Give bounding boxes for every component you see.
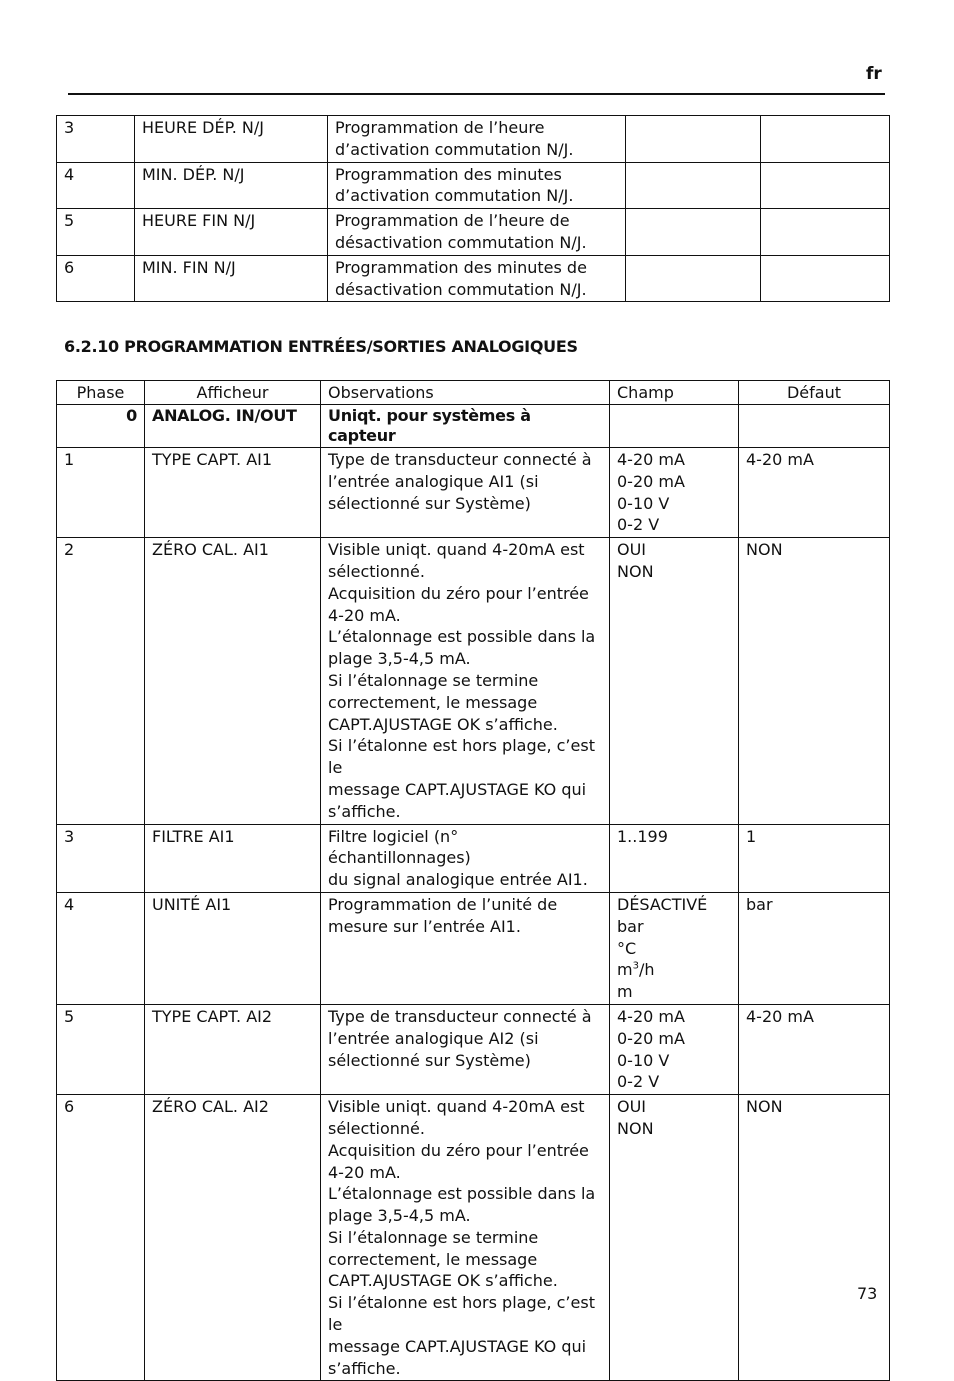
observations-cell-line: Si l’étalonne est hors plage, c’est le: [328, 1293, 595, 1335]
defaut-cell: [761, 116, 890, 163]
observations-cell-line: Visible uniqt. quand 4-20mA est: [328, 540, 585, 560]
champ-cell: [626, 209, 761, 256]
observations-cell-line: sélectionné sur Système): [328, 1050, 531, 1070]
observations-cell-line: désactivation commutation N/J.: [335, 279, 587, 299]
header-defaut: Défaut: [739, 381, 890, 405]
observations-cell-line: sélectionné sur Système): [328, 493, 531, 513]
defaut-cell: NON: [739, 538, 890, 824]
champ-cell-line: 4-20 mA: [617, 1006, 685, 1026]
observations-cell: [321, 892, 610, 1004]
observations-cell-line: plage 3,5-4,5 mA.: [328, 649, 471, 669]
table-row: [57, 405, 890, 448]
display-cell: FILTRE AI1: [145, 824, 321, 892]
champ-cell-line: OUI: [617, 1097, 647, 1117]
champ-cell: [610, 892, 739, 1004]
observations-cell-line: Programmation de l’heure: [335, 118, 545, 137]
display-cell: ZÉRO CAL. AI2: [145, 1095, 321, 1381]
champ-cell: [610, 538, 739, 824]
phase-cell: 3: [57, 824, 145, 892]
champ-cell-line: OUI: [617, 540, 647, 560]
champ-cell-line: 0-2 V: [617, 1072, 660, 1092]
row0-champ: [610, 405, 739, 448]
champ-cell: [610, 1095, 739, 1381]
table-row: [57, 824, 890, 892]
observations-cell-line: Si l’étalonnage se termine: [328, 670, 539, 690]
champ-cell: [626, 162, 761, 209]
display-cell: HEURE DÉP. N/J: [135, 116, 328, 163]
observations-cell: [328, 255, 626, 302]
table-row: [57, 116, 890, 163]
row0-observations: Uniqt. pour systèmes à capteur: [321, 405, 610, 448]
header-rule: [68, 93, 885, 95]
defaut-cell: [761, 255, 890, 302]
row0-phase: 0: [57, 405, 145, 448]
table-row: [57, 538, 890, 824]
defaut-cell: [761, 162, 890, 209]
observations-cell-line: L’étalonnage est possible dans la: [328, 1184, 596, 1204]
top-table: [56, 115, 890, 302]
observations-cell-line: CAPT.AJUSTAGE OK s’affiche.: [328, 714, 558, 734]
observations-cell-line: message CAPT.AJUSTAGE KO qui: [328, 779, 587, 799]
row0-display: ANALOG. IN/OUT: [145, 405, 321, 448]
observations-cell-line: Programmation des minutes de: [335, 257, 587, 277]
observations-cell-line: s’affiche.: [328, 1358, 401, 1378]
table-row: [57, 255, 890, 302]
observations-cell-line: Filtre logiciel (n° échantillonnages): [328, 826, 471, 868]
observations-cell-line: Type de transducteur connecté à: [328, 450, 592, 469]
observations-cell: [328, 162, 626, 209]
defaut-cell: bar: [739, 892, 890, 1004]
display-cell: HEURE FIN N/J: [135, 209, 328, 256]
display-cell: ZÉRO CAL. AI1: [145, 538, 321, 824]
champ-cell: [626, 116, 761, 163]
table-row: [57, 162, 890, 209]
observations-cell-line: Type de transducteur connecté à: [328, 1006, 592, 1026]
champ-cell-line: 0-20 mA: [617, 1028, 685, 1048]
champ-cell-line: m: [617, 982, 633, 1002]
observations-cell-line: sélectionné.: [328, 561, 425, 581]
phase-cell: 1: [57, 448, 145, 538]
champ-cell: [610, 1004, 739, 1094]
table-row: [57, 1004, 890, 1094]
observations-cell-line: Programmation des minutes: [335, 164, 562, 184]
champ-unit-m3h: [617, 959, 731, 981]
observations-cell-line: désactivation commutation N/J.: [335, 232, 587, 252]
phase-cell: 4: [57, 162, 135, 209]
observations-cell-line: correctement, le message: [328, 692, 538, 712]
observations-cell-line: Programmation de l’heure de: [335, 211, 570, 231]
observations-cell: [321, 824, 610, 892]
observations-cell-line: Visible uniqt. quand 4-20mA est: [328, 1097, 585, 1117]
observations-cell-line: d’activation commutation N/J.: [335, 186, 574, 206]
observations-cell: [328, 209, 626, 256]
header-phase: Phase: [57, 381, 145, 405]
phase-cell: 2: [57, 538, 145, 824]
observations-cell-line: 4-20 mA.: [328, 1162, 401, 1182]
section-heading: 6.2.10 PROGRAMMATION ENTRÉES/SORTIES ANALOGIQUES: [64, 337, 578, 356]
analog-io-table: [56, 380, 890, 1381]
phase-cell: 6: [57, 1095, 145, 1381]
observations-cell-line: sélectionné.: [328, 1118, 425, 1138]
table-row: [57, 209, 890, 256]
phase-cell: 4: [57, 892, 145, 1004]
observations-cell-line: CAPT.AJUSTAGE OK s’affiche.: [328, 1271, 558, 1291]
observations-cell-line: d’activation commutation N/J.: [335, 139, 574, 159]
table-row: [57, 448, 890, 538]
observations-cell-line: plage 3,5-4,5 mA.: [328, 1206, 471, 1226]
champ-cell: [610, 824, 739, 892]
header-champ: Champ: [610, 381, 739, 405]
observations-cell-line: Programmation de l’unité de: [328, 894, 558, 914]
observations-cell: [321, 1004, 610, 1094]
observations-cell-line: Si l’étalonnage se termine: [328, 1227, 539, 1247]
defaut-cell: 1: [739, 824, 890, 892]
table-row: [57, 892, 890, 1004]
observations-cell-line: s’affiche.: [328, 801, 401, 821]
defaut-cell: 4-20 mA: [739, 448, 890, 538]
observations-cell: [321, 1095, 610, 1381]
observations-cell-line: L’étalonnage est possible dans la: [328, 627, 596, 647]
champ-cell-line: DÉSACTIVÉ: [617, 894, 708, 914]
phase-cell: 5: [57, 1004, 145, 1094]
champ-cell-line: 0-20 mA: [617, 471, 685, 491]
observations-cell-line: Acquisition du zéro pour l’entrée: [328, 1140, 589, 1160]
row0-defaut: [739, 405, 890, 448]
display-cell: TYPE CAPT. AI2: [145, 1004, 321, 1094]
table-row: [57, 1095, 890, 1381]
champ-unit-base: m: [617, 960, 633, 980]
observations-cell-line: l’entrée analogique AI2 (si: [328, 1028, 539, 1048]
champ-cell-line: 0-2 V: [617, 515, 660, 535]
champ-cell-line: NON: [617, 1118, 654, 1138]
champ-cell: [610, 448, 739, 538]
observations-cell-line: mesure sur l’entrée AI1.: [328, 916, 521, 936]
header-observations: Observations: [321, 381, 610, 405]
observations-cell-line: Acquisition du zéro pour l’entrée: [328, 583, 589, 603]
champ-unit-exponent: 3: [632, 961, 639, 972]
champ-cell-line: °C: [617, 938, 637, 958]
defaut-cell: [761, 209, 890, 256]
observations-cell: [321, 448, 610, 538]
observations-cell-line: du signal analogique entrée AI1.: [328, 870, 588, 890]
defaut-cell: NON: [739, 1095, 890, 1381]
phase-cell: 3: [57, 116, 135, 163]
observations-cell-line: Si l’étalonne est hors plage, c’est le: [328, 736, 595, 778]
observations-cell: [328, 116, 626, 163]
phase-cell: 5: [57, 209, 135, 256]
champ-cell-line: bar: [617, 916, 644, 936]
display-cell: TYPE CAPT. AI1: [145, 448, 321, 538]
display-cell: UNITÉ AI1: [145, 892, 321, 1004]
observations-cell-line: correctement, le message: [328, 1249, 538, 1269]
language-marker: fr: [866, 64, 882, 84]
champ-cell-line: 1..199: [617, 826, 668, 846]
champ-cell-line: 0-10 V: [617, 493, 670, 513]
observations-cell-line: l’entrée analogique AI1 (si: [328, 471, 539, 491]
champ-cell-line: NON: [617, 561, 654, 581]
observations-cell: [321, 538, 610, 824]
phase-cell: 6: [57, 255, 135, 302]
observations-cell-line: message CAPT.AJUSTAGE KO qui: [328, 1336, 587, 1356]
observations-cell-line: 4-20 mA.: [328, 605, 401, 625]
page-number: 73: [857, 1284, 878, 1303]
defaut-cell: 4-20 mA: [739, 1004, 890, 1094]
champ-unit-suffix: /h: [638, 960, 655, 980]
display-cell: MIN. DÉP. N/J: [135, 162, 328, 209]
champ-cell-line: 4-20 mA: [617, 450, 685, 469]
champ-cell: [626, 255, 761, 302]
header-display: Afficheur: [145, 381, 321, 405]
display-cell: MIN. FIN N/J: [135, 255, 328, 302]
champ-cell-line: 0-10 V: [617, 1050, 670, 1070]
